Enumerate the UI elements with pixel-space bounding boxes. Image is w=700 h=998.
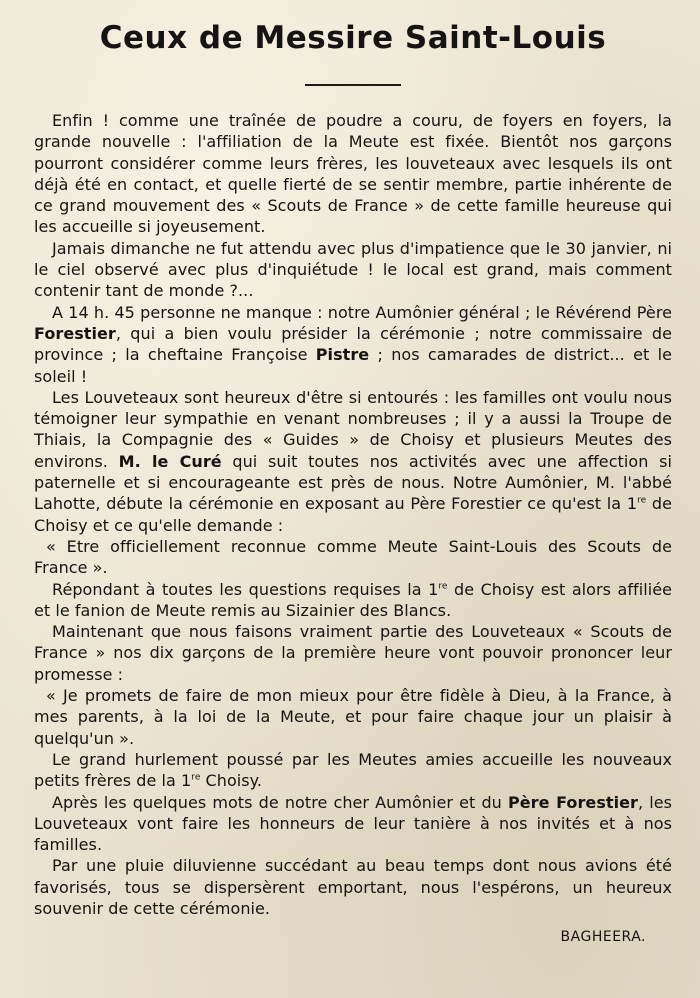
- article-paragraph: [34, 685, 672, 749]
- article-paragraph: [34, 302, 672, 387]
- title-underline: [305, 84, 401, 86]
- text-run: de Choisy et ce qu'elle demande :: [34, 494, 672, 535]
- bold-name: Pistre: [315, 345, 370, 365]
- bold-name: M. le Curé: [118, 451, 222, 471]
- text-run: « Je promets de faire de mon mieux pour être fidèle à Dieu, à la France, à mes parents, à la loi de la Meute, et pour faire chaque jour un plaisir à quelqu'un ».: [34, 686, 672, 748]
- article-title: Ceux de Messire Saint-Louis: [99, 20, 607, 56]
- article-paragraph: [34, 387, 672, 536]
- article-paragraph: [34, 536, 672, 579]
- article-paragraph: [34, 238, 672, 302]
- ordinal-superscript: re: [438, 581, 448, 592]
- text-run: Enfin ! comme une traînée de poudre a couru, de foyers en foyers, la grande nouvelle : l'affiliation de la Meute est fixée. Bientôt nos garçons pourront considérer comme leurs frères, les louveteaux avec lesquels ils ont déjà été en contact, et quelle fierté de se sentir membre, partie inhérente de ce grand mouvement des « Scouts de France » de cette famille heureuse qui les accueille si joyeusement.: [34, 111, 672, 237]
- text-run: de Choisy est alors affiliée et le fanion de Meute remis au Sizainier des Blancs.: [34, 579, 672, 620]
- article-paragraph: [34, 855, 672, 919]
- text-run: , les Louveteaux vont faire les honneurs de leur tanière à nos invités et à nos familles.: [34, 792, 672, 855]
- text-run: Répondant à toutes les questions requises la 1: [52, 579, 439, 599]
- bold-name: Père Forestier: [507, 792, 638, 812]
- text-run: , qui a bien voulu présider la cérémonie ; notre commissaire de province ; la cheftaine Françoise: [34, 323, 672, 365]
- ordinal-superscript: re: [191, 772, 201, 783]
- signature: BAGHEERA.: [560, 929, 646, 946]
- text-run: « Etre officiellement reconnue comme Meute Saint-Louis des Scouts de France ».: [34, 536, 672, 578]
- article-paragraph: [34, 110, 672, 238]
- article-paragraph: [34, 579, 672, 622]
- text-run: Choisy.: [200, 771, 263, 791]
- text-run: A 14 h. 45 personne ne manque : notre Aumônier général ; le Révérend Père: [52, 302, 672, 322]
- text-run: ; nos camarades de district... et le soleil !: [34, 345, 672, 386]
- text-run: Après les quelques mots de notre cher Aumônier et du: [52, 792, 508, 812]
- text-run: Par une pluie diluvienne succédant au beau temps dont nous avions été favorisés, tous se dispersèrent emportant, nous l'espérons, un heureux souvenir de cette cérémonie.: [34, 856, 672, 918]
- article-paragraph: [34, 621, 672, 685]
- text-run: Les Louveteaux sont heureux d'être si entourés : les familles ont voulu nous témoigner leur sympathie en venant nombreuses ; il y a aussi la Troupe de Thiais, la Compagnie des « Guides » de Choisy et plusieurs Meutes des environs.: [34, 387, 672, 471]
- text-run: Le grand hurlement poussé par les Meutes amies accueille les nouveaux petits frères de la 1: [34, 749, 672, 791]
- text-run: Maintenant que nous faisons vraiment partie des Louveteaux « Scouts de France » nos dix garçons de la première heure vont pouvoir prononcer leur promesse :: [34, 622, 672, 684]
- text-run: Jamais dimanche ne fut attendu avec plus d'impatience que le 30 janvier, ni le ciel observé avec plus d'inquiétude ! le local est grand, mais comment contenir tant de monde ?...: [34, 238, 672, 301]
- article-paragraph: [34, 792, 672, 856]
- article-body: [34, 110, 672, 919]
- article-paragraph: [34, 749, 672, 792]
- ordinal-superscript: re: [637, 496, 647, 507]
- text-run: qui suit toutes nos activités avec une affection si paternelle et si encourageante est près de nous. Notre Aumônier, M. l'abbé Lahotte, débute la cérémonie en exposant au Père Forestier ce qu'est la 1: [34, 451, 672, 514]
- bold-name: Forestier: [34, 323, 116, 343]
